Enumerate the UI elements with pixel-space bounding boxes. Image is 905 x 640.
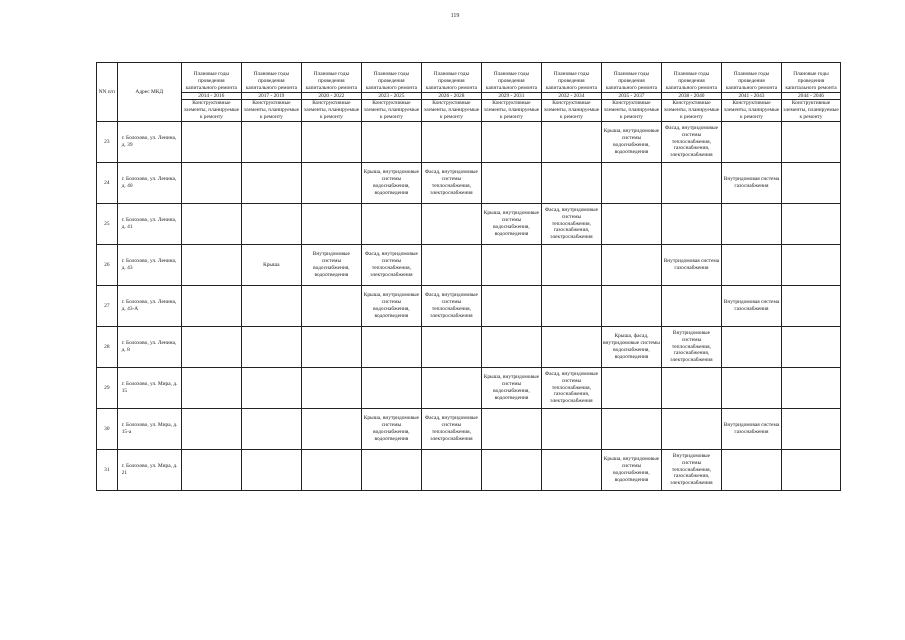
planned-works-cell: Внутридомовая система газоснабжения [721, 286, 781, 327]
planned-works-cell: Крыша, внутридомовые системы водоснабжения, водоотведения [601, 450, 661, 491]
table-row [97, 327, 841, 368]
building-address: г. Болохово, ул. Ленина, д. 39 [117, 122, 181, 163]
planned-works-cell: Фасад, внутридомовые системы теплоснабжения, газоснабжения, электроснабжения [541, 204, 601, 245]
period-elements-label: Конструктивные элементы, планируемые к ремонту [661, 100, 721, 122]
planned-works-cell [301, 163, 361, 204]
building-address: г. Болохово, ул. Ленина, д. 8 [117, 327, 181, 368]
table-row [97, 163, 841, 204]
planned-works-cell [361, 122, 421, 163]
period-elements-label: Конструктивные элементы, планируемые к ремонту [481, 100, 541, 122]
planned-works-cell [301, 204, 361, 245]
period-years: 2026 - 2028 [421, 93, 481, 100]
planned-works-cell [481, 163, 541, 204]
table-header [97, 63, 841, 122]
planned-works-cell: Внутридомовые системы теплоснабжения, газоснабжения, электроснабжения [661, 327, 721, 368]
planned-works-cell [181, 245, 241, 286]
period-title: Плановые годы проведения капитального ремонта [721, 63, 781, 93]
planned-works-cell [421, 245, 481, 286]
planned-works-cell [361, 450, 421, 491]
planned-works-cell [721, 368, 781, 409]
planned-works-cell [421, 327, 481, 368]
table-row [97, 286, 841, 327]
planned-works-cell [541, 450, 601, 491]
table-row [97, 122, 841, 163]
planned-works-cell [661, 163, 721, 204]
planned-works-cell [541, 163, 601, 204]
header-row-elements [97, 100, 841, 122]
building-address: г. Болохово, ул. Ленина, д. 41 [117, 204, 181, 245]
planned-works-cell [181, 204, 241, 245]
period-title: Плановые годы проведения капитального ремонта [361, 63, 421, 93]
planned-works-cell [181, 368, 241, 409]
planned-works-cell [781, 327, 840, 368]
planned-works-cell: Фасад, внутридомовые системы теплоснабжения, газоснабжения, электроснабжения [541, 368, 601, 409]
row-number: 25 [97, 204, 118, 245]
planned-works-cell: Внутридомовые системы водоснабжения, водоотведения [301, 245, 361, 286]
period-years: 2029 - 2031 [481, 93, 541, 100]
planned-works-cell: Крыша, фасад, внутридомовые системы водоснабжения, водоотведения [601, 327, 661, 368]
planned-works-cell [481, 450, 541, 491]
capital-repair-schedule-table [96, 62, 841, 491]
table-row [97, 368, 841, 409]
period-years: 2035 - 2037 [601, 93, 661, 100]
planned-works-cell [721, 245, 781, 286]
planned-works-cell [301, 327, 361, 368]
table-row [97, 204, 841, 245]
planned-works-cell [241, 286, 301, 327]
period-title: Плановые годы проведения капитального ремонта [661, 63, 721, 93]
planned-works-cell [781, 245, 840, 286]
planned-works-cell: Фасад, внутридомовые системы теплоснабжения, электроснабжения [421, 409, 481, 450]
table-row [97, 245, 841, 286]
planned-works-cell: Крыша, внутридомовые системы водоснабжения, водоотведения [601, 122, 661, 163]
planned-works-cell [421, 450, 481, 491]
planned-works-cell [241, 327, 301, 368]
planned-works-cell [241, 204, 301, 245]
planned-works-cell [721, 450, 781, 491]
period-title: Плановые годы проведения капитального ремонта [601, 63, 661, 93]
planned-works-cell [421, 368, 481, 409]
period-title: Плановые годы проведения капитального ремонта [421, 63, 481, 93]
planned-works-cell: Фасад, внутридомовые системы теплоснабжения, электроснабжения [421, 286, 481, 327]
period-years: 2023 - 2025 [361, 93, 421, 100]
planned-works-cell [481, 327, 541, 368]
period-elements-label: Конструктивные элементы, планируемые к ремонту [783, 100, 839, 120]
planned-works-cell [601, 204, 661, 245]
period-title: Плановые годы проведения капитального ремонта [241, 63, 301, 93]
planned-works-cell [601, 245, 661, 286]
planned-works-cell [781, 204, 840, 245]
planned-works-cell [481, 245, 541, 286]
building-address: г. Болохово, ул. Ленина, д. 40 [117, 163, 181, 204]
planned-works-cell [421, 122, 481, 163]
planned-works-cell [541, 122, 601, 163]
period-elements-label: Конструктивные элементы, планируемые к ремонту [241, 100, 301, 122]
planned-works-cell [721, 327, 781, 368]
building-address: г. Болохово, ул. Ленина, д. 43 [117, 245, 181, 286]
planned-works-cell [661, 286, 721, 327]
planned-works-cell [541, 409, 601, 450]
header-row-years [97, 93, 841, 100]
period-elements-label: Конструктивные элементы, планируемые к ремонту [421, 100, 481, 122]
planned-works-cell [661, 409, 721, 450]
period-title: Плановые годы проведения капитального ремонта [781, 63, 840, 93]
period-elements-label: Конструктивные элементы, планируемые к ремонту [361, 100, 421, 122]
planned-works-cell [181, 122, 241, 163]
planned-works-cell [601, 368, 661, 409]
planned-works-cell [661, 204, 721, 245]
planned-works-cell: Крыша, внутридомовые системы водоснабжения, водоотведения [361, 409, 421, 450]
period-years: 2038 - 2040 [661, 93, 721, 100]
planned-works-cell [181, 327, 241, 368]
planned-works-cell: Внутридомовые системы теплоснабжения, газоснабжения, электроснабжения [661, 450, 721, 491]
planned-works-cell [781, 368, 840, 409]
period-years: 2017 - 2019 [241, 93, 301, 100]
column-header-address: Адрес МКД [117, 63, 181, 122]
page-number: 119 [450, 13, 460, 19]
period-years: 2044 - 2046 [781, 93, 840, 100]
planned-works-cell [721, 122, 781, 163]
planned-works-cell [601, 163, 661, 204]
planned-works-cell [361, 204, 421, 245]
planned-works-cell [301, 286, 361, 327]
planned-works-cell: Крыша, внутридомовые системы водоснабжения, водоотведения [361, 286, 421, 327]
table-body [97, 122, 841, 491]
building-address: г. Болохово, ул. Ленина, д. 43-А [117, 286, 181, 327]
planned-works-cell [481, 122, 541, 163]
planned-works-cell: Крыша [241, 245, 301, 286]
period-title: Плановые годы проведения капитального ремонта [541, 63, 601, 93]
table-row [97, 450, 841, 491]
planned-works-cell [601, 409, 661, 450]
planned-works-cell [781, 450, 840, 491]
header-row-period-titles [97, 63, 841, 93]
planned-works-cell [361, 368, 421, 409]
period-elements-label: Конструктивные элементы, планируемые к ремонту [601, 100, 661, 122]
row-number: 30 [97, 409, 118, 450]
planned-works-cell [181, 286, 241, 327]
building-address: г. Болохово, ул. Мира, д. 21 [117, 450, 181, 491]
planned-works-cell [721, 204, 781, 245]
row-number: 26 [97, 245, 118, 286]
planned-works-cell [421, 204, 481, 245]
planned-works-cell: Фасад, внутридомовые системы теплоснабжения, электроснабжения [421, 163, 481, 204]
planned-works-cell [601, 286, 661, 327]
planned-works-cell: Внутридомовая система газоснабжения [721, 163, 781, 204]
planned-works-cell [181, 409, 241, 450]
planned-works-cell [241, 122, 301, 163]
planned-works-cell [181, 450, 241, 491]
planned-works-cell [241, 368, 301, 409]
planned-works-cell: Фасад, внутридомовые системы теплоснабжения, газоснабжения, электроснабжения [661, 122, 721, 163]
planned-works-cell: Крыша, внутридомовые системы водоснабжения, водоотведения [361, 163, 421, 204]
planned-works-cell [661, 368, 721, 409]
period-years: 2020 - 2022 [301, 93, 361, 100]
row-number: 23 [97, 122, 118, 163]
period-years: 2041 - 2043 [721, 93, 781, 100]
planned-works-cell [781, 286, 840, 327]
planned-works-cell [781, 163, 840, 204]
table-row [97, 409, 841, 450]
building-address: г. Болохово, ул. Мира, д. 15-а [117, 409, 181, 450]
planned-works-cell [481, 409, 541, 450]
column-header-number: NN п/п [97, 63, 118, 122]
planned-works-cell [361, 327, 421, 368]
period-title: Плановые годы проведения капитального ремонта [301, 63, 361, 93]
period-years: 2014 - 2016 [181, 93, 241, 100]
planned-works-cell [541, 286, 601, 327]
period-elements-label: Конструктивные элементы, планируемые к ремонту [301, 100, 361, 122]
planned-works-cell: Крыша, внутридомовые системы водоснабжения, водоотведения [481, 368, 541, 409]
planned-works-cell [241, 163, 301, 204]
planned-works-cell [541, 327, 601, 368]
planned-works-cell [301, 409, 361, 450]
period-elements-label: Конструктивные элементы, планируемые к ремонту [181, 100, 241, 122]
planned-works-cell: Внутридомовая система газоснабжения [721, 409, 781, 450]
planned-works-cell [481, 286, 541, 327]
period-years: 2032 - 2034 [541, 93, 601, 100]
planned-works-cell: Фасад, внутридомовые системы теплоснабжения, электроснабжения [361, 245, 421, 286]
planned-works-cell [241, 409, 301, 450]
row-number: 29 [97, 368, 118, 409]
row-number: 31 [97, 450, 118, 491]
planned-works-cell [781, 122, 840, 163]
planned-works-cell [301, 122, 361, 163]
period-elements-label: Конструктивные элементы, планируемые к ремонту [541, 100, 601, 122]
period-elements-label: Конструктивные элементы, планируемые к ремонту [721, 100, 781, 122]
building-address: г. Болохово, ул. Мира, д. 15 [117, 368, 181, 409]
planned-works-cell [301, 368, 361, 409]
planned-works-cell [541, 245, 601, 286]
planned-works-cell [181, 163, 241, 204]
planned-works-cell [301, 450, 361, 491]
row-number: 24 [97, 163, 118, 204]
planned-works-cell [781, 409, 840, 450]
row-number: 27 [97, 286, 118, 327]
period-title: Плановые годы проведения капитального ремонта [481, 63, 541, 93]
planned-works-cell [241, 450, 301, 491]
period-title: Плановые годы проведения капитального ремонта [181, 63, 241, 93]
planned-works-cell: Крыша, внутридомовые системы водоснабжения, водоотведения [481, 204, 541, 245]
planned-works-cell: Внутридомовая система газоснабжения [661, 245, 721, 286]
row-number: 28 [97, 327, 118, 368]
